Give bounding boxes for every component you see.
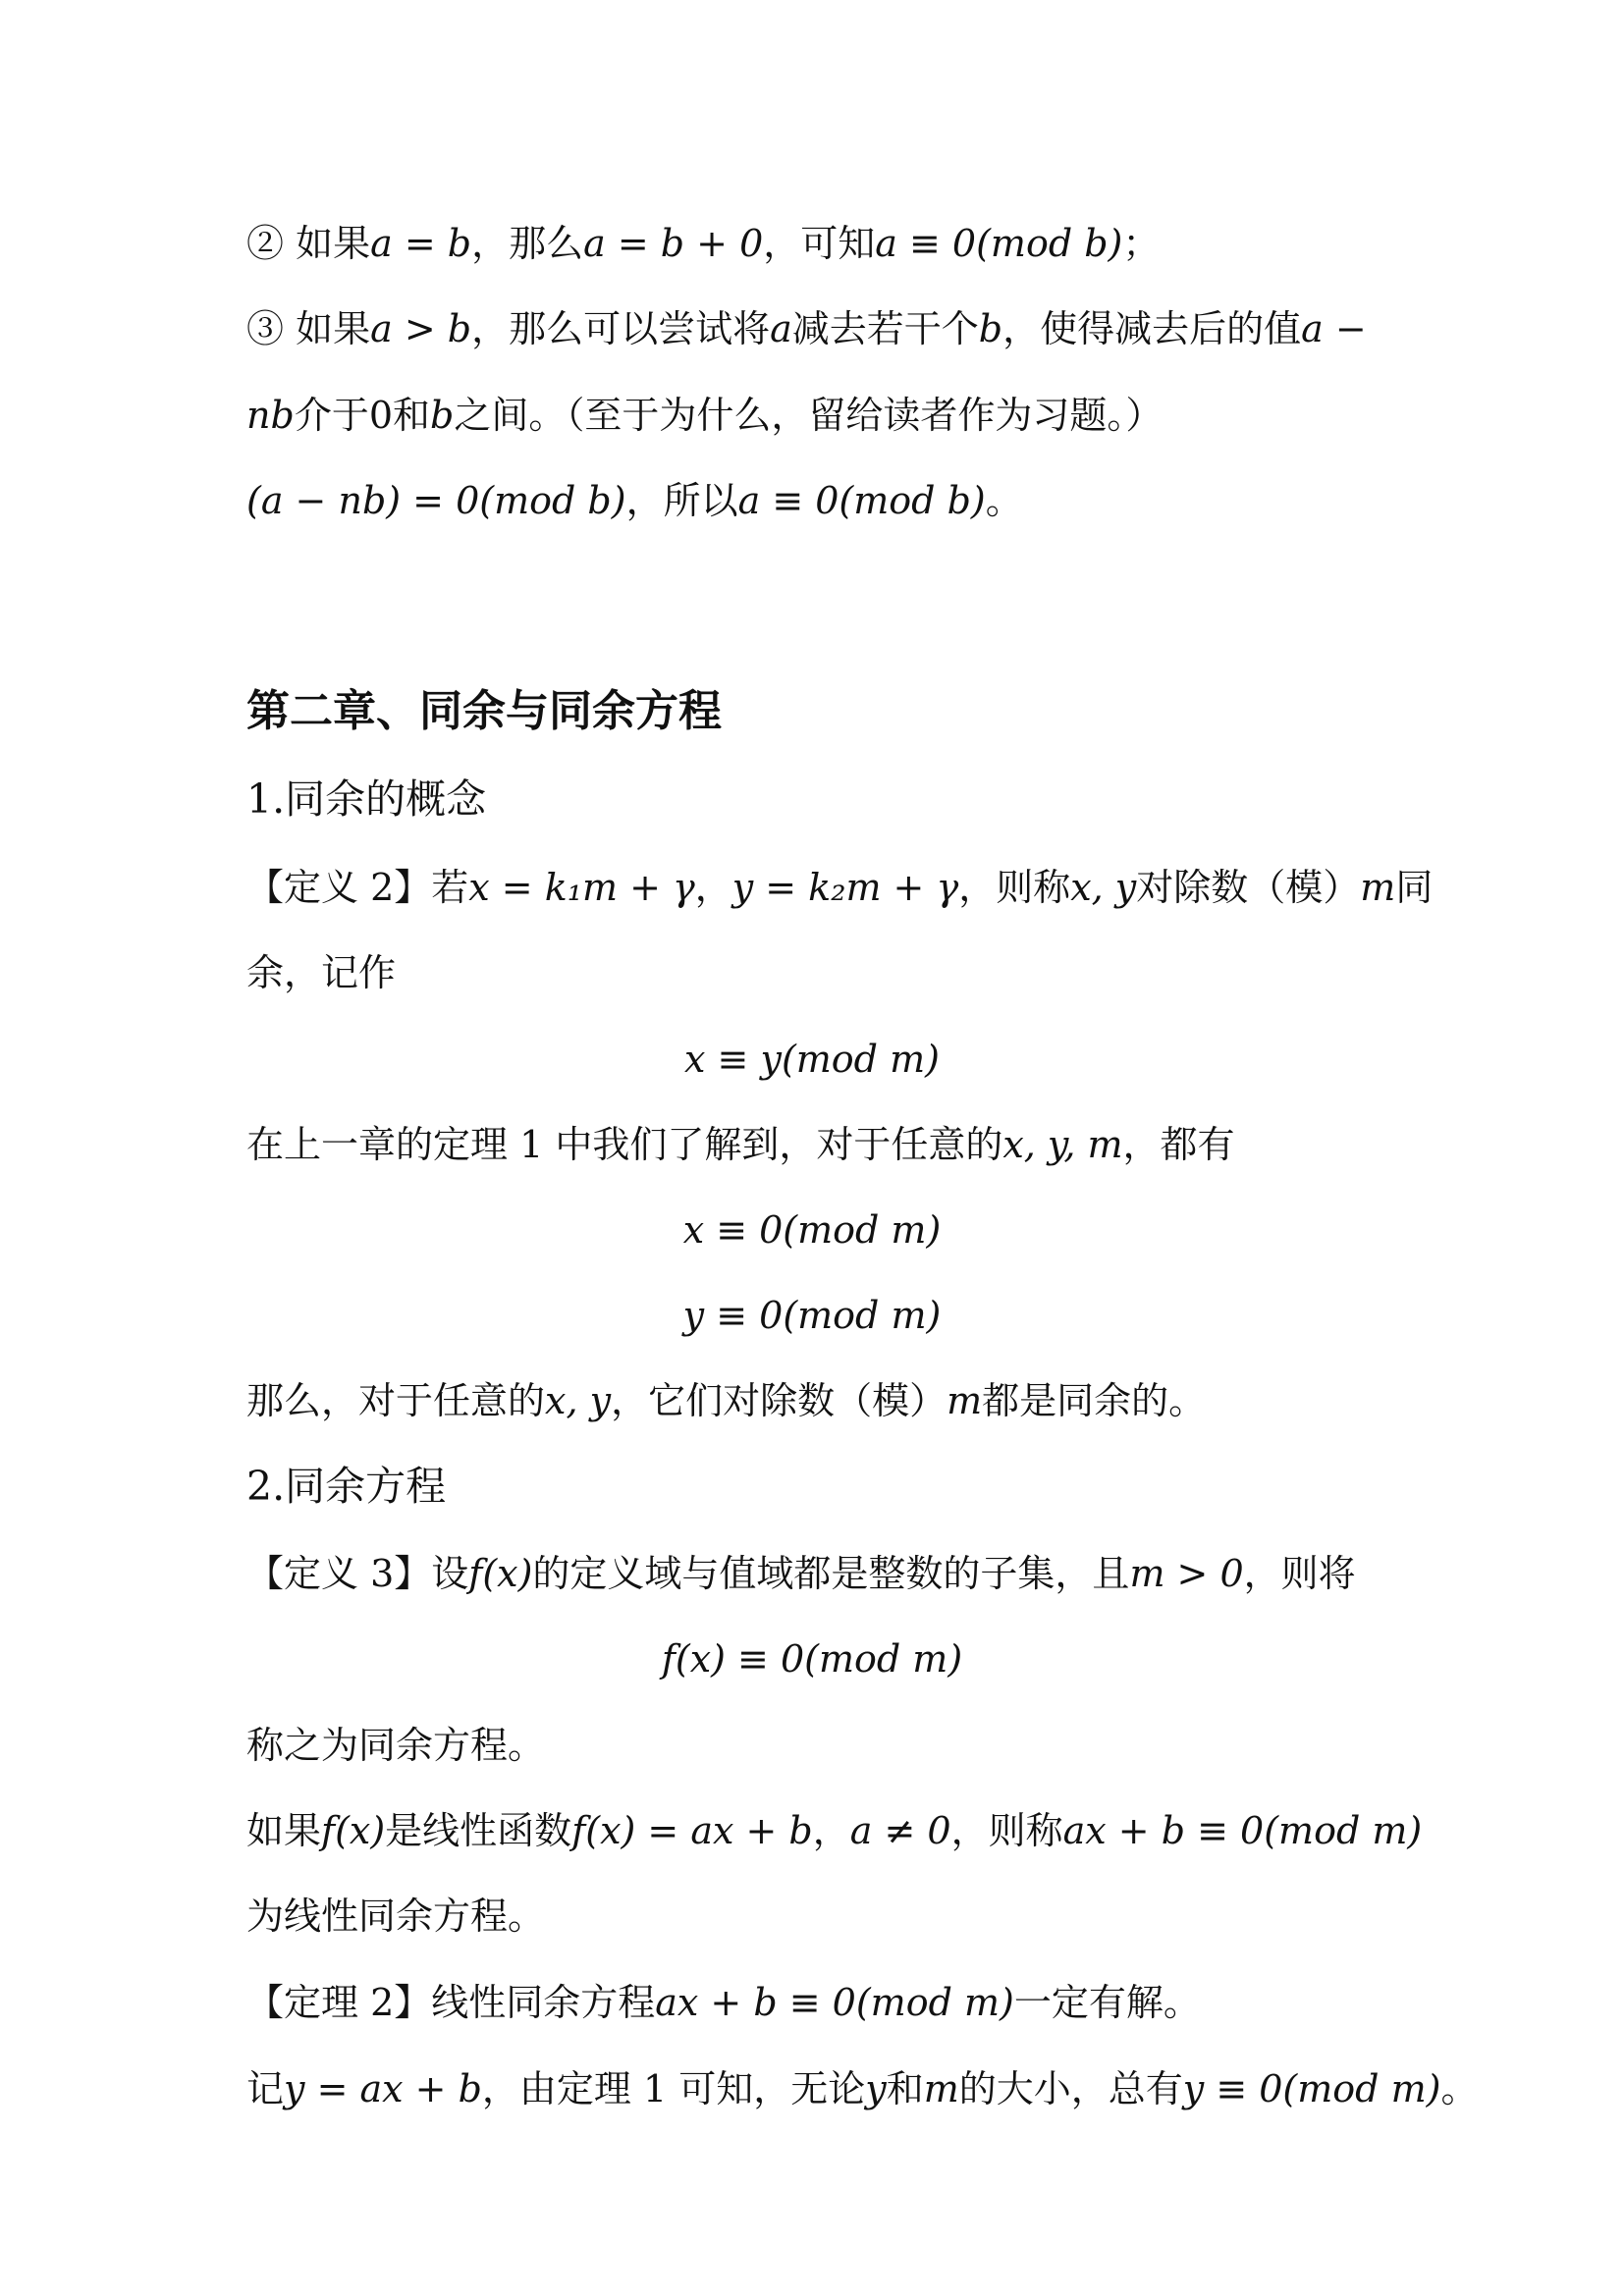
math-expression: a ≠ 0: [849, 1809, 951, 1852]
math-expression: a = b: [370, 222, 472, 265]
congruence-conclusion: [246, 1377, 1388, 1424]
text-run: ③ 如果: [246, 307, 371, 350]
math-expression: f(x) ≡ 0(mod m): [661, 1637, 963, 1681]
text-run: 对除数（模）: [1136, 866, 1361, 909]
math-expression: x ≡ y(mod m): [684, 1038, 940, 1081]
text-run: 在上一章的定理 1 中我们了解到，对于任意的: [246, 1123, 1003, 1166]
math-expression: ax + b ≡ 0(mod m): [655, 1981, 1014, 2024]
math-expression: y = ax + b: [284, 2067, 482, 2110]
text-run: 记: [246, 2067, 285, 2110]
text-run: ，: [812, 1809, 850, 1852]
math-expression: y ≡ 0(mod m): [682, 1294, 942, 1337]
text-run: ，则称: [950, 1809, 1063, 1852]
text-run: 都是同余的。: [982, 1379, 1207, 1422]
text-run: ，那么可以尝试将: [471, 307, 771, 350]
text-run: ，可知: [763, 222, 876, 265]
text-run: 之间。（至于为什么，留给读者作为习题。）: [454, 394, 1164, 437]
math-expression: (a − nb) = 0(mod b): [246, 479, 626, 522]
text-run: ，所以: [625, 479, 738, 522]
text-run: 【定义 3】设: [246, 1552, 469, 1595]
text-run: ，则将: [1243, 1552, 1356, 1595]
linear-congruence-line-2: [246, 1893, 1388, 1940]
text-run: ；: [1122, 222, 1161, 265]
math-expression: y ≡ 0(mod m): [1182, 2067, 1441, 2110]
math-expression: f(x): [468, 1552, 533, 1595]
math-expression: a: [770, 307, 792, 350]
case-3-line-1: [246, 305, 1388, 352]
math-expression: f(x) = ax + b: [571, 1809, 813, 1852]
math-expression: x ≡ 0(mod m): [682, 1208, 942, 1252]
math-expression: a ≡ 0(mod b): [737, 479, 986, 522]
math-expression: b: [978, 307, 1003, 350]
linear-congruence-line-1: [246, 1807, 1423, 1854]
congruence-formula: [246, 1036, 1378, 1083]
text-run: 。: [985, 479, 1023, 522]
definition-2-line-2: [246, 949, 1388, 996]
text-run: 。: [1440, 2067, 1479, 2110]
text-run: 同: [1395, 866, 1434, 909]
math-expression: f(x): [321, 1809, 386, 1852]
section-1-heading: [246, 775, 1388, 823]
text-run: 和: [886, 2067, 924, 2110]
math-expression: a ≡ 0(mod b): [875, 222, 1123, 265]
text-run: ，由定理 1 可知，无论: [481, 2067, 866, 2110]
math-expression: nb: [246, 394, 295, 437]
text-run: 为线性同余方程。: [246, 1895, 546, 1938]
text-run: 余，记作: [246, 951, 397, 994]
text-run: 减去若干个: [791, 307, 979, 350]
math-expression: a = b + 0: [583, 222, 764, 265]
text-run: 那么，对于任意的: [246, 1379, 546, 1422]
text-run: 一定有解。: [1013, 1981, 1201, 2024]
text-run: ，那么: [471, 222, 584, 265]
math-expression: x, y: [545, 1379, 612, 1422]
math-expression: b: [430, 394, 455, 437]
math-expression: y = k₂m + γ: [731, 866, 959, 909]
theorem-2-line: [246, 1979, 1388, 2026]
theorem-2-proof: [246, 2065, 1479, 2112]
text-run: ② 如果: [246, 222, 371, 265]
text-run: 的大小，总有: [958, 2067, 1183, 2110]
math-expression: y: [865, 2067, 887, 2110]
chapter-2-heading: [246, 688, 1388, 735]
text-run: 称之为同余方程。: [246, 1724, 546, 1767]
text-run: 第二章、同余与同余方程: [246, 686, 722, 736]
math-expression: m: [947, 1379, 983, 1422]
text-run: 【定义 2】若: [246, 866, 469, 909]
text-run: ，使得减去后的值: [1002, 307, 1302, 350]
text-run: ，它们对除数（模）: [611, 1379, 947, 1422]
text-run: 【定理 2】线性同余方程: [246, 1981, 656, 2024]
case-3-conclusion: [246, 477, 1388, 524]
case-2-line: [246, 220, 1388, 267]
math-expression: a > b: [370, 307, 472, 350]
case-3-line-2: [246, 392, 1388, 439]
text-run: ，: [694, 866, 732, 909]
math-expression: m > 0: [1129, 1552, 1244, 1595]
definition-3-line: [246, 1550, 1388, 1597]
math-expression: ax + b ≡ 0(mod m): [1062, 1809, 1423, 1852]
text-run: 是线性函数: [385, 1809, 572, 1852]
math-expression: x, y: [1070, 866, 1137, 909]
section-2-heading: [246, 1463, 1388, 1510]
math-expression: a −: [1301, 307, 1367, 350]
math-expression: m: [923, 2067, 959, 2110]
congruence-equation-formula: [246, 1635, 1378, 1682]
text-run: 2.同余方程: [246, 1463, 447, 1510]
text-run: 1.同余的概念: [246, 775, 487, 823]
congruence-equation-name: [246, 1722, 1388, 1769]
text-run: 介于0和: [294, 394, 430, 437]
definition-2-line-1: [246, 864, 1434, 911]
text-run: 的定义域与值域都是整数的子集，且: [532, 1552, 1130, 1595]
math-expression: m: [1360, 866, 1396, 909]
text-run: ，都有: [1122, 1123, 1235, 1166]
formula-y-congruent: [246, 1292, 1378, 1339]
text-run: 如果: [246, 1809, 322, 1852]
theorem-1-reference: [246, 1121, 1388, 1168]
text-run: ，则称: [958, 866, 1071, 909]
math-expression: x, y, m: [1002, 1123, 1123, 1166]
formula-x-congruent: [246, 1206, 1378, 1254]
math-expression: x = k₁m + γ: [468, 866, 695, 909]
